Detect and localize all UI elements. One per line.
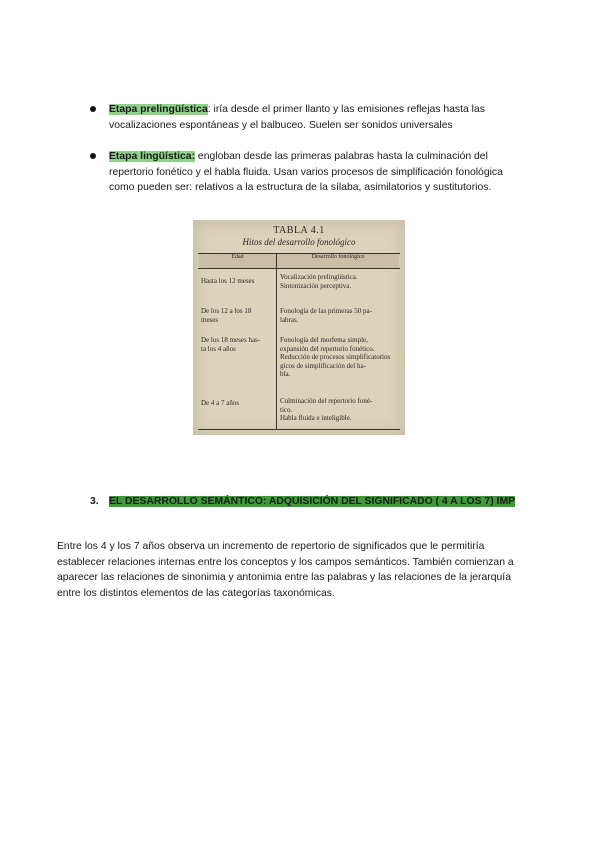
table-title: TABLA 4.1: [273, 225, 325, 236]
body-paragraph: Entre los 4 y los 7 años observa un incremento de repertorio de significados que le permitiría establecer relaciones internas entre los conceptos y los campos semánticos. También comienzan a aparecer las relaciones de sinonimia y antonimia entre las palabras y las relaciones de la jerarquía entre los distintos elementos de las categorías taxonómicas.: [57, 541, 514, 599]
table-header-development: Desarrollo fonológico: [277, 254, 399, 268]
bullet-linguistic: [90, 149, 530, 196]
table-subtitle: Hitos del desarrollo fonológico: [242, 237, 356, 247]
section-title: EL DESARROLLO SEMÁNTICO: ADQUISICIÓN DEL SIGNIFICADO ( 4 A LOS 7) IMP: [109, 496, 516, 507]
table-cell: Fonología del morfema simple, expansión del repertorio fonético. Reducción de procesos simplificatorios gicos de simplificación del ha- bla.: [280, 336, 391, 378]
bullet-text: [109, 149, 530, 196]
bullet-label: Etapa lingüística:: [109, 151, 196, 162]
bullet-label: Etapa prelingüística: [109, 104, 208, 115]
table-cell: De 4 a 7 años: [201, 399, 240, 407]
table-cell: De los 12 a los 18 meses: [201, 307, 252, 324]
section-number: 3.: [90, 496, 99, 507]
table-cell: Hasta los 12 meses: [201, 277, 255, 285]
section-title-wrap: [109, 494, 530, 510]
bullet-icon: [90, 106, 96, 112]
bullet-body: : iría desde el primer llanto y las emisiones reflejas hasta las vocalizaciones espontáneas y el balbuceo. Suelen ser sonidos universales: [109, 104, 485, 131]
bullet-body: engloban desde las primeras palabras hasta la culminación del repertorio fonético y el habla fluida. Usan varios procesos de simplificación fonológica como pueden ser: relativos a la estructura de la sílaba, asimilatorios y sustitutorios.: [109, 151, 503, 193]
bullet-icon: [90, 153, 96, 159]
section-heading: [90, 494, 530, 510]
table-rule: [198, 429, 400, 430]
table-cell: Culminación del repertorio foné- tico. Habla fluida e inteligible.: [280, 397, 373, 422]
table-cell: Fonología de las primeras 50 pa- labras.: [280, 307, 372, 324]
table-cell: De los 18 meses has- ta los 4 años: [201, 336, 261, 353]
table-cell: Vocalización prelingüística. Sintonización perceptiva.: [280, 273, 358, 290]
bullet-prelinguistic: [90, 102, 530, 133]
table-header-age: Edad: [199, 254, 276, 268]
table-photo: [193, 220, 405, 435]
bullet-text: [109, 102, 530, 133]
table-rule: [198, 268, 400, 269]
table-rule: [276, 253, 277, 429]
